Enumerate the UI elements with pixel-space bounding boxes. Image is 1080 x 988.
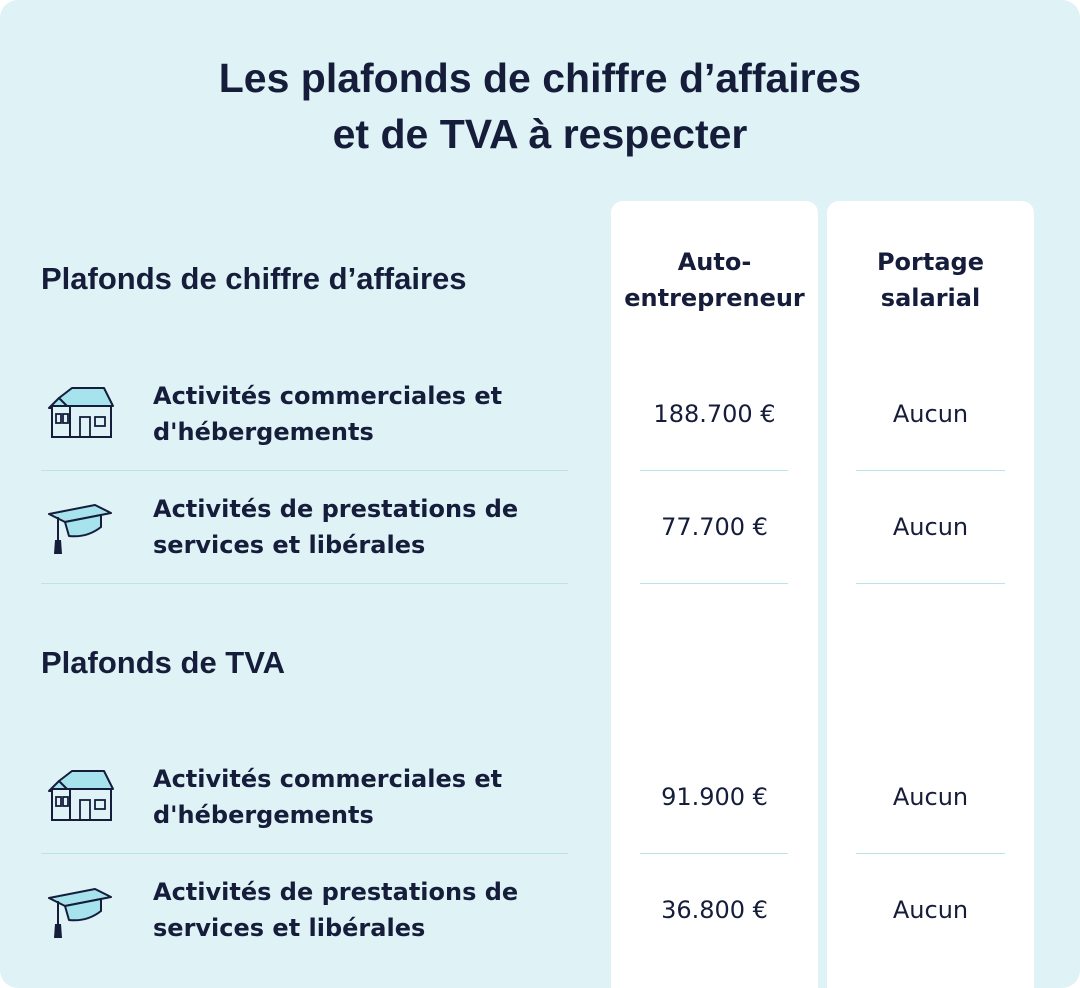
portage-salarial-column-card <box>827 201 1034 988</box>
graduation-cap-icon <box>45 884 115 944</box>
column-header-portage-line-1: Portage <box>876 248 985 276</box>
value-portage-commerciales-tva: Aucun <box>892 783 969 811</box>
row-label-liberales-ca <box>153 491 553 563</box>
column-header-auto-line-2: entrepreneur <box>624 284 805 312</box>
row-label-liberales-tva <box>153 874 553 946</box>
row-divider <box>856 853 1005 854</box>
row-label-line-2: services et libérales <box>153 531 426 559</box>
graduation-cap-icon <box>45 500 115 560</box>
row-divider <box>41 583 568 584</box>
value-auto-liberales-tva: 36.800 € <box>661 896 768 924</box>
value-auto-liberales-ca: 77.700 € <box>661 513 768 541</box>
row-label-line-1: Activités commerciales et <box>153 765 503 793</box>
column-header-portage-salarial <box>827 244 1034 316</box>
house-icon <box>45 767 115 827</box>
row-divider <box>640 853 788 854</box>
row-label-commerciales-ca <box>153 378 553 450</box>
row-label-line-1: Activités de prestations de <box>153 495 519 523</box>
row-divider <box>41 470 568 471</box>
section-title-chiffre-affaires: Plafonds de chiffre d’affaires <box>41 261 467 296</box>
row-divider <box>640 470 788 471</box>
column-header-portage-line-2: salarial <box>880 284 981 312</box>
row-label-line-1: Activités de prestations de <box>153 878 519 906</box>
value-portage-liberales-tva: Aucun <box>892 896 969 924</box>
column-header-auto-entrepreneur <box>611 244 818 316</box>
value-portage-commerciales-ca: Aucun <box>892 400 969 428</box>
value-auto-commerciales-ca: 188.700 € <box>653 400 776 428</box>
page-title <box>0 50 1080 162</box>
section-title-tva: Plafonds de TVA <box>41 645 286 680</box>
page-title-line-2: et de TVA à respecter <box>332 111 748 157</box>
row-label-line-2: services et libérales <box>153 914 426 942</box>
value-auto-commerciales-tva: 91.900 € <box>661 783 768 811</box>
row-label-commerciales-tva <box>153 761 553 833</box>
auto-entrepreneur-column-card <box>611 201 818 988</box>
column-header-auto-line-1: Auto- <box>677 248 752 276</box>
row-divider <box>640 583 788 584</box>
row-label-line-1: Activités commerciales et <box>153 382 503 410</box>
row-label-line-2: d'hébergements <box>153 418 374 446</box>
page-title-line-1: Les plafonds de chiffre d’affaires <box>218 55 862 101</box>
row-divider <box>856 583 1005 584</box>
value-portage-liberales-ca: Aucun <box>892 513 969 541</box>
row-divider <box>41 853 568 854</box>
row-divider <box>856 470 1005 471</box>
row-label-line-2: d'hébergements <box>153 801 374 829</box>
house-icon <box>45 384 115 444</box>
